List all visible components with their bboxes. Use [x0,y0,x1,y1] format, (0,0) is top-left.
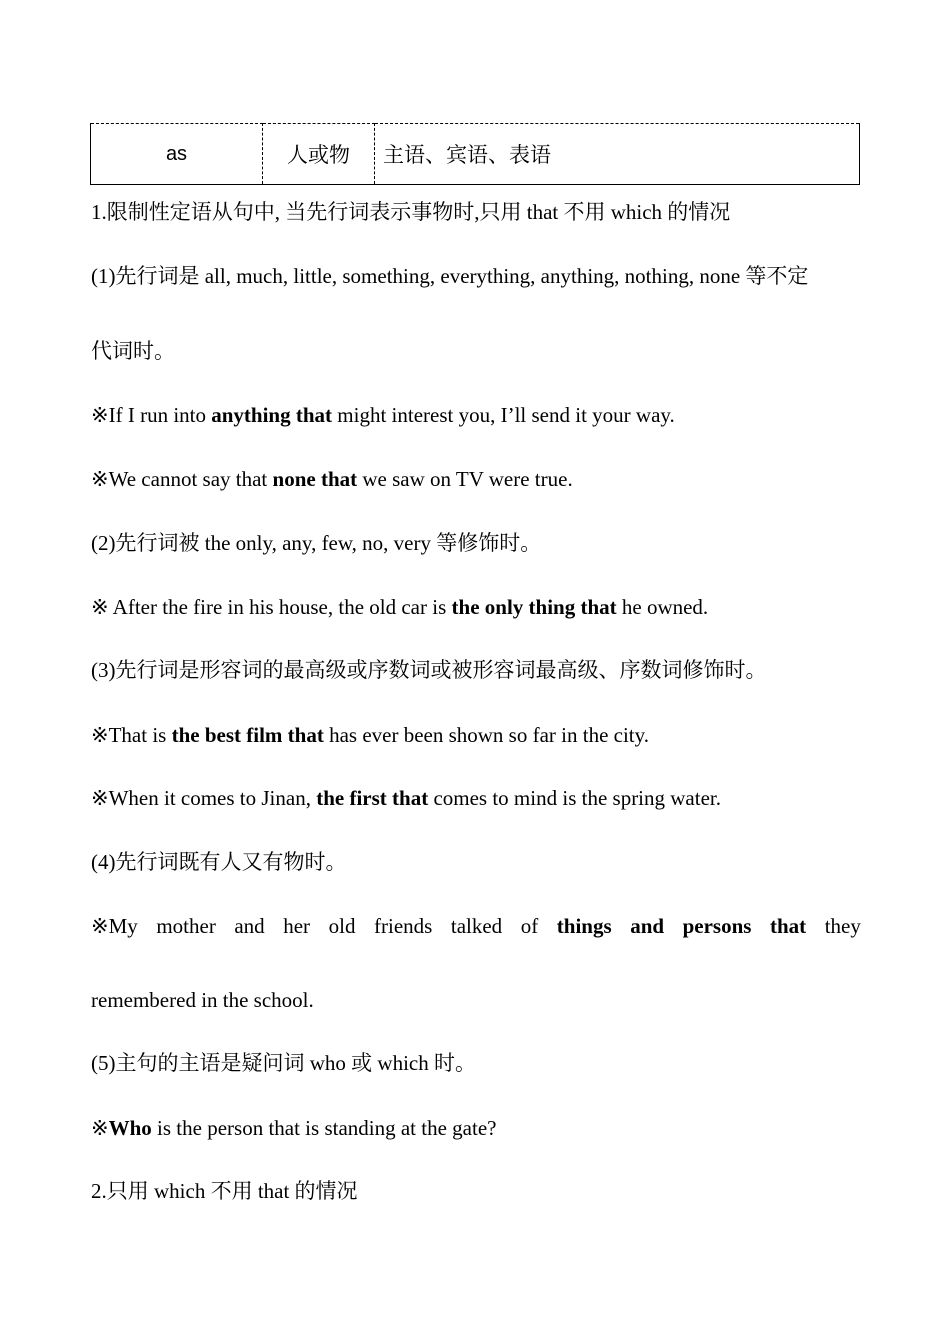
table-row [91,124,860,185]
section-heading-1: 1.限制性定语从句中, 当先行词表示事物时,只用 that 不用 which 的情况 [91,200,731,224]
example-1: ※If I run into anything that might interest you, I’ll send it your way. [91,403,675,427]
rule-4: (4)先行词既有人又有物时。 [91,850,347,874]
rule-3: (3)先行词是形容词的最高级或序数词或被形容词最高级、序数词修饰时。 [91,658,767,682]
example-4: ※That is the best film that has ever been shown so far in the city. [91,723,650,747]
table-cell-pronoun: as [91,124,263,185]
example-7: ※Who is the person that is standing at the gate? [91,1116,497,1140]
example-5: ※When it comes to Jinan, the first that comes to mind is the spring water. [91,786,721,810]
example-2: ※We cannot say that none that we saw on TV were true. [91,467,573,491]
rule-5: (5)主句的主语是疑问词 who 或 which 时。 [91,1051,476,1075]
rule-2: (2)先行词被 the only, any, few, no, very 等修饰时。 [91,531,542,555]
example-6: ※My mother and her old friends talked of things and persons that they [91,914,861,938]
example-3: ※ After the fire in his house, the old car is the only thing that he owned. [91,595,709,619]
table-cell-antecedent: 人或物 [263,124,375,185]
rule-1: (1)先行词是 all, much, little, something, everything, anything, nothing, none 等不定 [91,264,809,288]
rule-1-cont: 代词时。 [91,339,175,363]
example-6-cont: remembered in the school. [91,988,314,1012]
pronoun-table [90,123,860,185]
section-heading-2: 2.只用 which 不用 that 的情况 [91,1179,358,1203]
table-cell-function: 主语、宾语、表语 [375,124,860,185]
